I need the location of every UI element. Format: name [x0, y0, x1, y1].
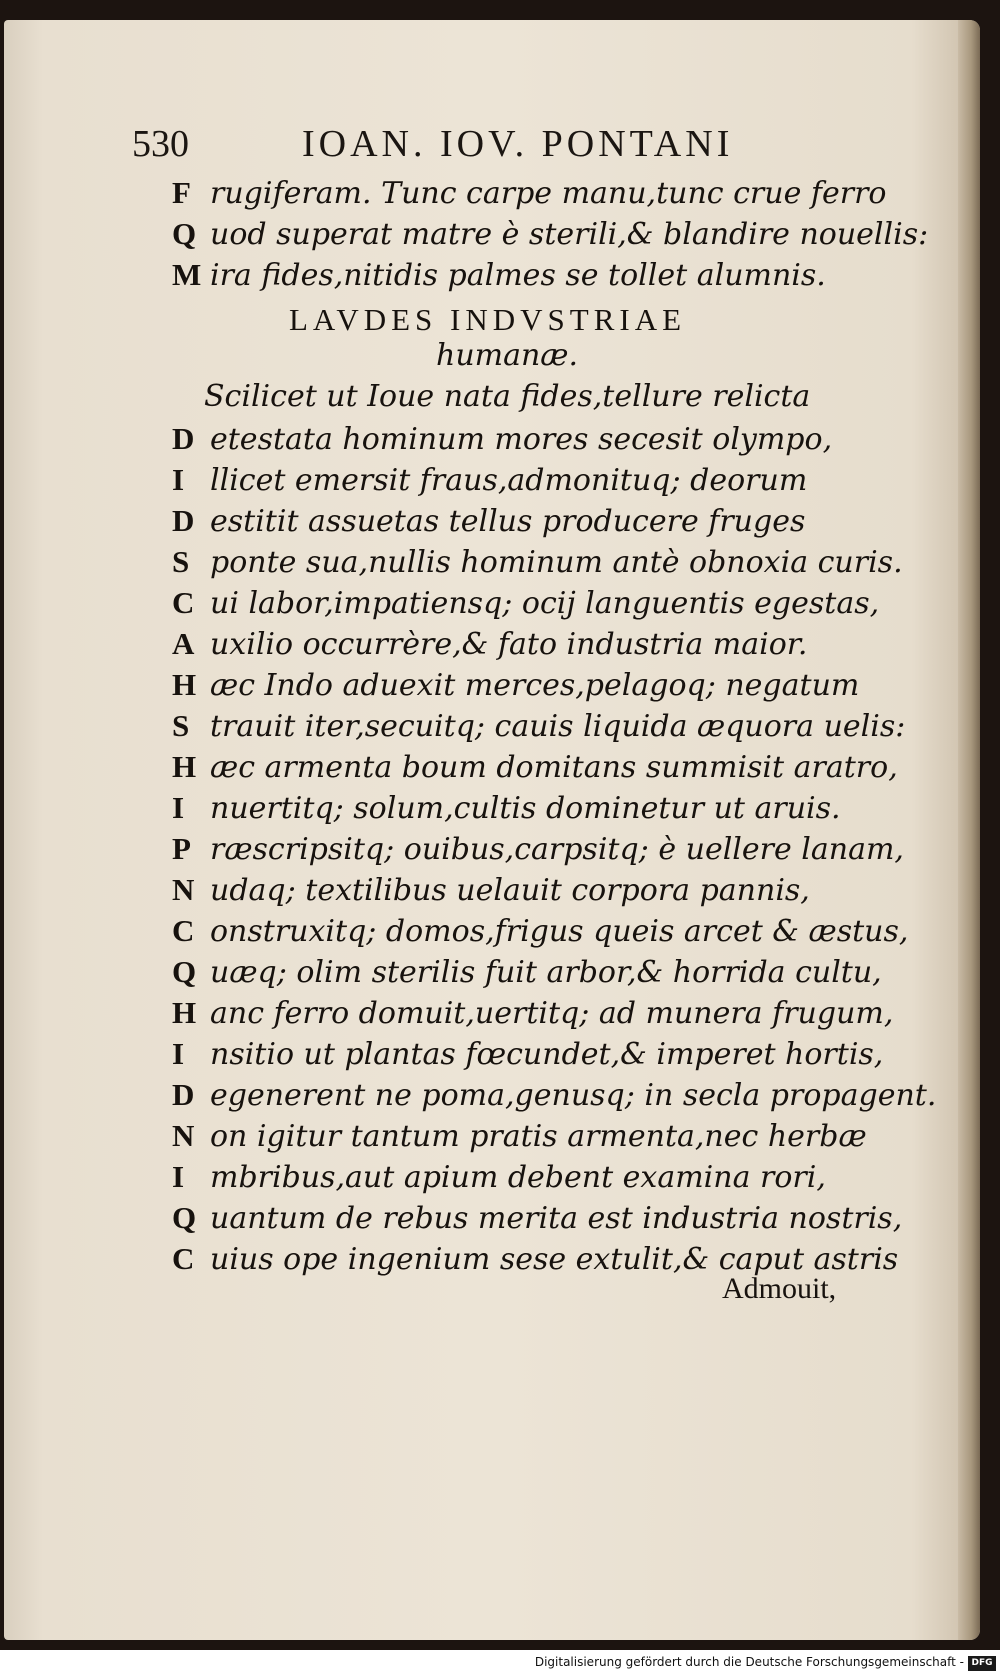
- line-text: uxilio occurrère,& fato industria maior.: [210, 627, 808, 662]
- line-initial: Q: [172, 1200, 197, 1235]
- verse-line: [172, 910, 908, 952]
- verse-block: [4, 20, 980, 1640]
- first-verse-line: Scilicet ut Ioue nata fides,tellure relicta: [204, 379, 811, 414]
- line-text: uius ope ingenium sese extulit,& caput astris: [210, 1242, 899, 1277]
- line-initial: A: [172, 626, 195, 661]
- line-text: onstruxitq; domos,frigus queis arcet & æstus,: [210, 914, 909, 949]
- line-initial: F: [172, 175, 191, 210]
- line-text: ira fides,nitidis palmes se tollet alumnis.: [210, 258, 826, 293]
- line-text: anc ferro domuit,uertitq; ad munera frugum,: [210, 996, 894, 1031]
- line-text: trauit iter,secuitq; cauis liquida æquora uelis:: [210, 709, 906, 744]
- line-text: rugiferam. Tunc carpe manu,tunc crue ferro: [210, 176, 887, 211]
- verse-line: [172, 869, 810, 911]
- line-text: on igitur tantum pratis armenta,nec herbæ: [210, 1119, 867, 1154]
- line-initial: H: [172, 749, 197, 784]
- line-initial: I: [172, 462, 185, 497]
- verse-line: [172, 1115, 867, 1157]
- section-title: LAVDES INDVSTRIAE: [289, 302, 687, 337]
- section-subtitle: humanæ.: [436, 338, 579, 373]
- verse-line: [172, 213, 928, 255]
- line-text: uantum de rebus merita est industria nostris,: [210, 1201, 903, 1236]
- verse-line: [172, 254, 826, 296]
- verse-line: [172, 951, 882, 993]
- verse-line: [172, 541, 903, 583]
- line-text: æc Indo aduexit merces,pelagoq; negatum: [210, 668, 860, 703]
- line-initial: C: [172, 913, 195, 948]
- line-initial: N: [172, 1118, 195, 1153]
- line-initial: S: [172, 708, 190, 743]
- line-initial: Q: [172, 216, 197, 251]
- line-text: udaq; textilibus uelauit corpora pannis,: [210, 873, 810, 908]
- line-initial: I: [172, 1036, 185, 1071]
- verse-line: [172, 1074, 936, 1116]
- line-initial: Q: [172, 954, 197, 989]
- verse-line: [172, 1197, 902, 1239]
- verse-line: [172, 664, 859, 706]
- verse-line: [172, 746, 898, 788]
- line-text: etestata hominum mores secesit olympo,: [210, 422, 833, 457]
- line-initial: D: [172, 503, 195, 538]
- verse-line: [172, 828, 904, 870]
- verse-line: [172, 500, 805, 542]
- line-text: ræscripsitq; ouibus,carpsitq; è uellere lanam,: [210, 832, 904, 867]
- line-initial: I: [172, 790, 185, 825]
- line-initial: P: [172, 831, 191, 866]
- line-initial: I: [172, 1159, 185, 1194]
- verse-line: [172, 418, 832, 460]
- catchword: Admouit,: [722, 1272, 837, 1305]
- verse-line: [172, 582, 879, 624]
- line-initial: D: [172, 421, 195, 456]
- verse-line: [172, 172, 886, 214]
- line-initial: D: [172, 1077, 195, 1112]
- line-text: ponte sua,nullis hominum antè obnoxia curis.: [210, 545, 903, 580]
- line-initial: C: [172, 1241, 195, 1276]
- line-text: uæq; olim sterilis fuit arbor,& horrida cultu,: [210, 955, 882, 990]
- line-text: estitit assuetas tellus producere fruges: [210, 504, 806, 539]
- line-initial: H: [172, 667, 197, 702]
- page-number: 530: [132, 123, 189, 165]
- dfg-logo: DFG: [968, 1656, 996, 1671]
- verse-line: [172, 1033, 883, 1075]
- digitization-footer: [0, 1652, 1000, 1676]
- line-text: æc armenta boum domitans summisit aratro,: [210, 750, 898, 785]
- running-head: IOAN. IOV. PONTANI: [302, 123, 734, 165]
- verse-line: [172, 705, 905, 747]
- line-initial: N: [172, 872, 195, 907]
- verse-line: [172, 992, 893, 1034]
- book-page: [4, 20, 980, 1640]
- line-text: nsitio ut plantas fœcundet,& imperet hortis,: [210, 1037, 884, 1072]
- line-initial: M: [172, 257, 202, 292]
- line-text: uod superat matre è sterili,& blandire nouellis:: [210, 217, 929, 252]
- line-text: llicet emersit fraus,admonituq; deorum: [210, 463, 808, 498]
- verse-line: [172, 787, 841, 829]
- line-initial: H: [172, 995, 197, 1030]
- line-initial: S: [172, 544, 190, 579]
- line-text: ui labor,impatiensq; ocij languentis egestas,: [210, 586, 880, 621]
- line-text: egenerent ne poma,genusq; in secla propagent.: [210, 1078, 937, 1113]
- verse-line: [172, 623, 807, 665]
- verse-line: [172, 1156, 826, 1198]
- funding-credit: Digitalisierung gefördert durch die Deutsche Forschungsgemeinschaft -: [534, 1655, 964, 1669]
- line-text: mbribus,aut apium debent examina rori,: [210, 1160, 826, 1195]
- line-initial: C: [172, 585, 195, 620]
- verse-line: [172, 459, 807, 501]
- line-text: nuertitq; solum,cultis dominetur ut aruis.: [210, 791, 841, 826]
